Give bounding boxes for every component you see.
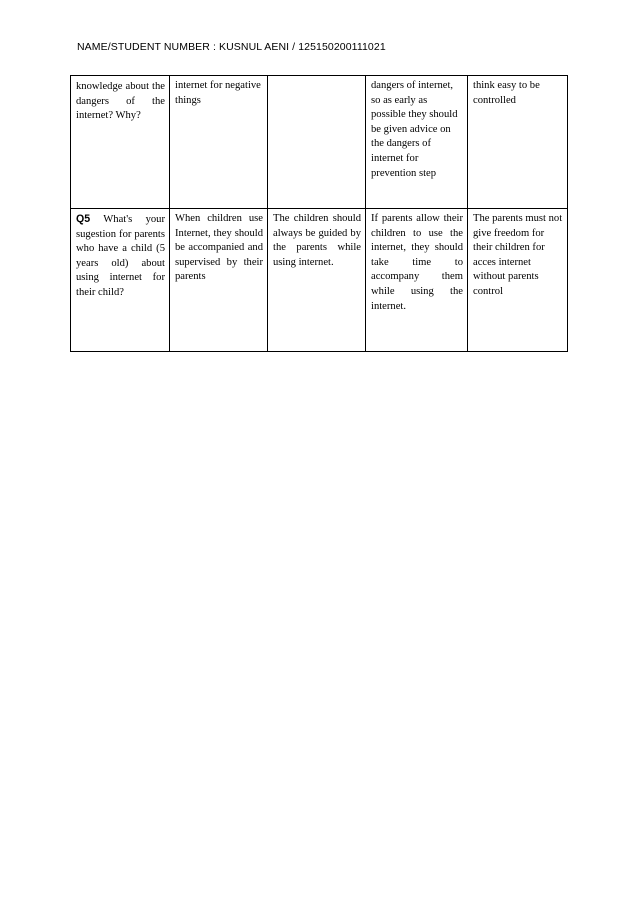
question-cell — [71, 209, 170, 352]
answer-cell: The parents must not give freedom for their children for acces internet without parents control — [468, 209, 568, 352]
question-cell — [71, 76, 170, 209]
table-row — [71, 76, 568, 209]
question-label: Q5 — [76, 213, 91, 225]
answer-cell: If parents allow their children to use the internet, they should take time to accompany them while using the internet. — [366, 209, 468, 352]
answer-cell: think easy to be controlled — [468, 76, 568, 209]
question-text: What's your sugestion for parents who have a child (5 years old) about using internet for their child? — [76, 214, 165, 298]
table-row — [71, 209, 568, 352]
survey-table — [70, 75, 568, 352]
answer-cell — [268, 76, 366, 209]
answer-cell: internet for negative things — [170, 76, 268, 209]
answer-cell: The children should always be guided by the parents while using internet. — [268, 209, 366, 352]
question-text: knowledge about the dangers of the internet? Why? — [76, 81, 165, 122]
answer-cell: dangers of internet, so as early as possible they should be given advice on the dangers of internet for prevention step — [366, 76, 468, 209]
answer-cell: When children use Internet, they should be accompanied and supervised by their parents — [170, 209, 268, 352]
page-header: NAME/STUDENT NUMBER : KUSNUL AENI / 125150200111021 — [77, 41, 386, 53]
